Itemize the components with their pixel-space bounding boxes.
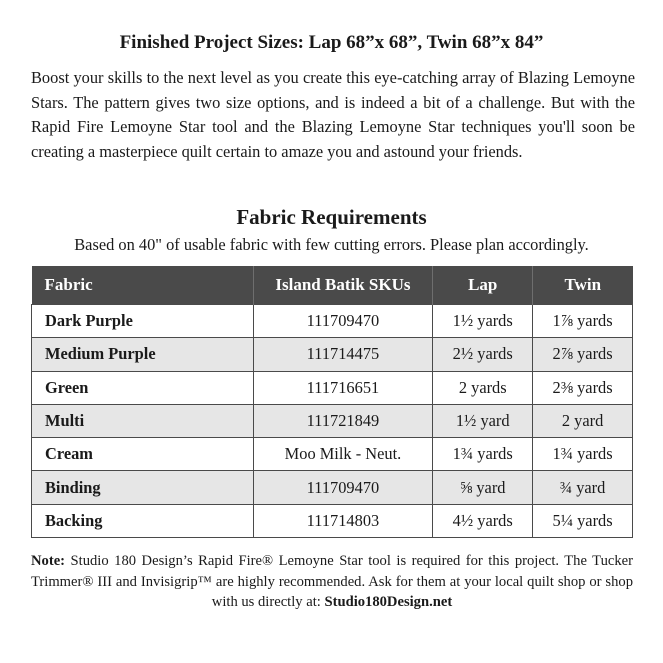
page-title: Finished Project Sizes: Lap 68”x 68”, Twin 68”x 84” [119, 32, 544, 53]
fabric-sku: 111714475 [253, 338, 433, 371]
lap-yardage: 2 yards [433, 371, 533, 404]
lap-yardage: 2½ yards [433, 338, 533, 371]
note-label: Note: [31, 553, 66, 569]
fabric-sku: 111709470 [253, 305, 433, 338]
fabric-name: Multi [32, 404, 254, 437]
twin-yardage: 2 yard [533, 404, 633, 437]
twin-yardage: 1⅞ yards [533, 305, 633, 338]
fabric-sku: 111714803 [253, 504, 433, 537]
table-row [32, 471, 633, 504]
fabric-sku: Moo Milk - Neut. [253, 438, 433, 471]
lap-yardage: 1¾ yards [433, 438, 533, 471]
fabric-name: Binding [32, 471, 254, 504]
lap-yardage: 1½ yard [433, 404, 533, 437]
fabric-sku: 111716651 [253, 371, 433, 404]
website-link[interactable]: Studio180Design.net [324, 594, 453, 610]
table-row [32, 305, 633, 338]
fabric-sku: 111721849 [253, 404, 433, 437]
fabric-name: Backing [32, 504, 254, 537]
fabric-requirements-subtitle: Based on 40" of usable fabric with few cutting errors. Please plan accordingly. [74, 235, 589, 254]
table-row [32, 338, 633, 371]
fabric-name: Medium Purple [32, 338, 254, 371]
twin-yardage: 5¼ yards [533, 504, 633, 537]
fabric-requirements-table [31, 266, 633, 538]
fabric-requirements-title: Fabric Requirements [236, 205, 427, 229]
fabric-name: Dark Purple [32, 305, 254, 338]
fabric-name: Cream [32, 438, 254, 471]
column-header-lap: Lap [433, 266, 533, 305]
column-header-sku: Island Batik SKUs [253, 266, 433, 305]
table-row [32, 404, 633, 437]
table-row [32, 438, 633, 471]
twin-yardage: 1¾ yards [533, 438, 633, 471]
twin-yardage: ¾ yard [533, 471, 633, 504]
table-row [32, 371, 633, 404]
table-row [32, 504, 633, 537]
lap-yardage: 4½ yards [433, 504, 533, 537]
twin-yardage: 2⅜ yards [533, 371, 633, 404]
fabric-sku: 111709470 [253, 471, 433, 504]
fabric-name: Green [32, 371, 254, 404]
intro-paragraph: Boost your skills to the next level as you create this eye-catching array of Blazing Lemoyne Stars. The pattern gives two size options, and is indeed a bit of a challenge. But with the Rapid Fire Lemoyne Star tool and the Blazing Lemoyne Star techniques you'll soon be creating a masterpiece quilt certain to amaze you and astound your friends. [31, 68, 635, 161]
column-header-twin: Twin [533, 266, 633, 305]
lap-yardage: 1½ yards [433, 305, 533, 338]
table-header-row [32, 266, 633, 305]
note-paragraph [31, 551, 633, 613]
note-text: Studio 180 Design’s Rapid Fire® Lemoyne Star tool is required for this project. The Tucker Trimmer® III and Invisigrip™ are highly recommended. Ask for them at your local quilt shop or shop with us directly at: [31, 553, 633, 610]
twin-yardage: 2⅞ yards [533, 338, 633, 371]
lap-yardage: ⅝ yard [433, 471, 533, 504]
column-header-fabric: Fabric [32, 266, 254, 305]
